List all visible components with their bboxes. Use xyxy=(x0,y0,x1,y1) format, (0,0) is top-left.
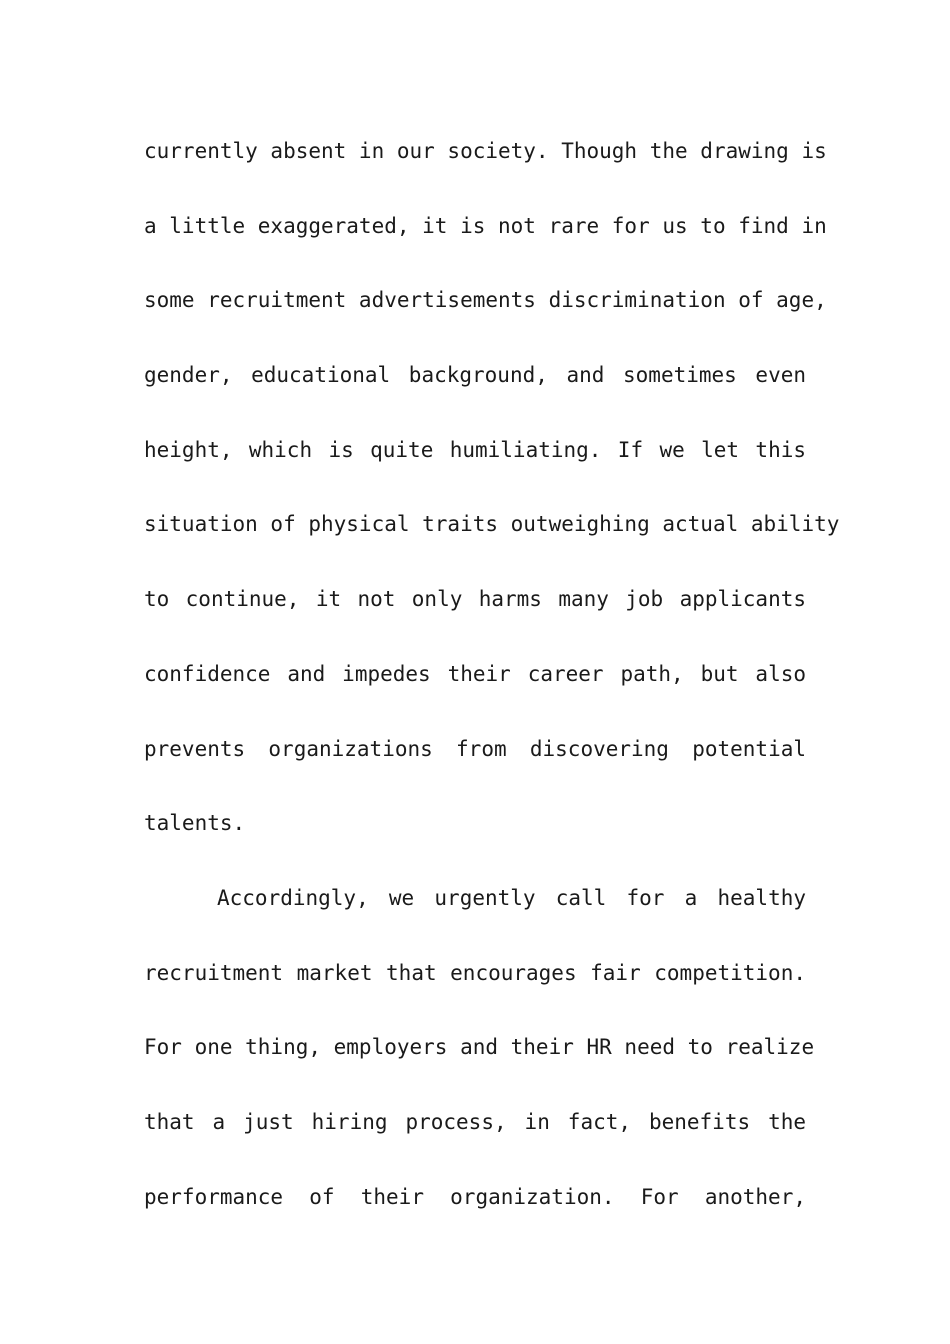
text-line: a little exaggerated, it is not rare for us to find in xyxy=(144,213,827,238)
text-line: some recruitment advertisements discrimination of age, xyxy=(144,288,827,313)
paragraph xyxy=(144,861,815,1234)
text-line: prevents organizations from discovering potential xyxy=(144,736,806,761)
text-line: confidence and impedes their career path, but also xyxy=(144,661,806,686)
text-line: gender, educational background, and sometimes even xyxy=(144,363,806,388)
paragraph xyxy=(144,114,840,861)
text-line: Accordingly, we urgently call for a healthy xyxy=(217,885,806,910)
text-line: height, which is quite humiliating. If we let this xyxy=(144,437,806,462)
text-line: recruitment market that encourages fair competition. xyxy=(144,960,806,985)
text-line: situation of physical traits outweighing actual ability xyxy=(144,512,840,537)
text-line: to continue, it not only harms many job applicants xyxy=(144,587,806,612)
text-line: For one thing, employers and their HR need to realize xyxy=(144,1035,815,1060)
body-text xyxy=(144,114,840,1234)
text-line: that a just hiring process, in fact, benefits the xyxy=(144,1109,806,1134)
text-line: currently absent in our society. Though the drawing is xyxy=(144,139,827,163)
text-line: talents. xyxy=(144,811,246,836)
text-line: performance of their organization. For another, xyxy=(144,1184,806,1209)
